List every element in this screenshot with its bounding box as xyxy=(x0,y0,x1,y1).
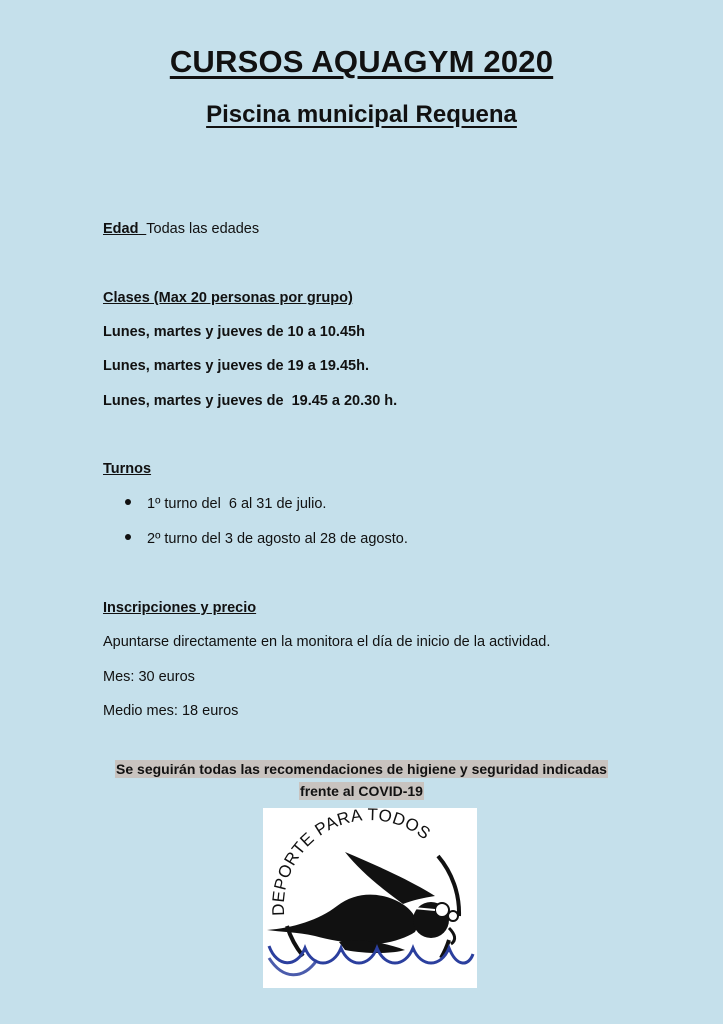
swimmer-logo-icon xyxy=(263,808,477,988)
turnos-item-text: 2º turno del 3 de agosto al 28 de agosto. xyxy=(147,531,408,547)
inscripciones-heading: Inscripciones y precio xyxy=(103,600,257,616)
price-month: Mes: 30 euros xyxy=(103,669,195,685)
turnos-heading: Turnos xyxy=(103,461,152,477)
covid-notice xyxy=(0,758,723,802)
edad-label: Edad xyxy=(103,221,139,237)
inscripciones-line: Apuntarse directamente en la monitora el día de inicio de la actividad. xyxy=(103,634,551,650)
deporte-para-todos-logo xyxy=(263,808,477,988)
turnos-item xyxy=(125,531,408,547)
bullet-icon xyxy=(125,534,131,540)
bullet-icon xyxy=(125,499,131,505)
clases-item: Lunes, martes y jueves de 10 a 10.45h xyxy=(103,324,365,340)
turnos-item-text: 1º turno del 6 al 31 de julio. xyxy=(147,496,327,512)
edad-value: Todas las edades xyxy=(146,221,260,237)
edad-line xyxy=(103,221,259,237)
price-half-month: Medio mes: 18 euros xyxy=(103,703,239,719)
covid-notice-line2: frente al COVID-19 xyxy=(300,783,423,799)
page-subtitle: Piscina municipal Requena xyxy=(206,101,517,128)
clases-item: Lunes, martes y jueves de 19.45 a 20.30 h. xyxy=(103,393,398,409)
page-title: CURSOS AQUAGYM 2020 xyxy=(169,44,554,79)
clases-item: Lunes, martes y jueves de 19 a 19.45h. xyxy=(103,358,369,374)
turnos-item xyxy=(125,496,326,512)
clases-heading: Clases (Max 20 personas por grupo) xyxy=(103,290,353,306)
covid-notice-line1: Se seguirán todas las recomendaciones de higiene y seguridad indicadas xyxy=(116,761,607,777)
logo-arc-textpath: DEPORTE PARA TODOS xyxy=(268,808,435,917)
